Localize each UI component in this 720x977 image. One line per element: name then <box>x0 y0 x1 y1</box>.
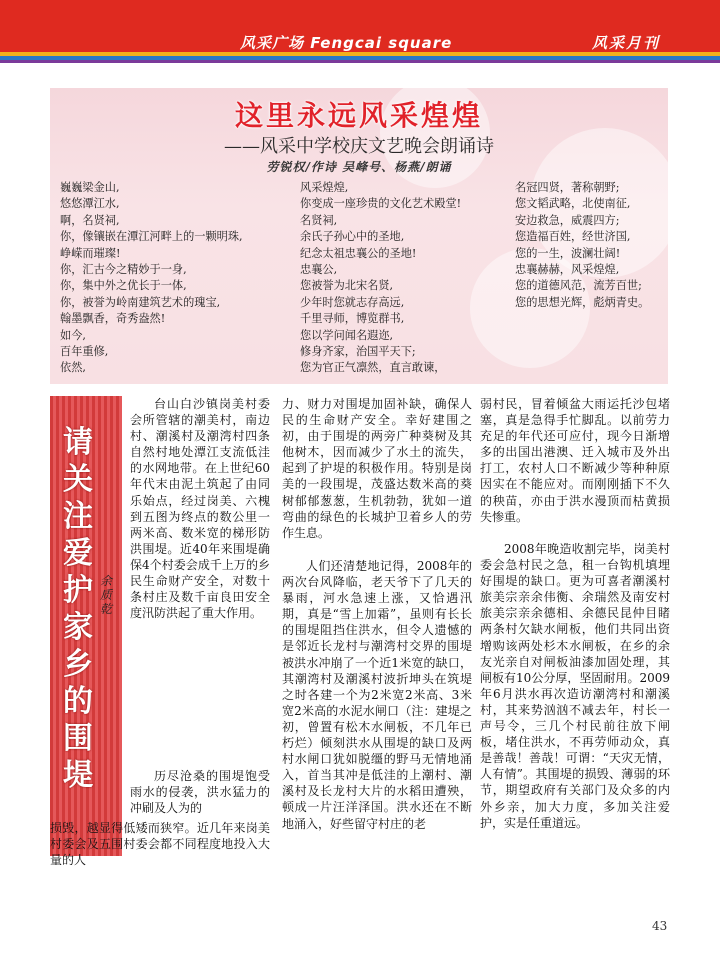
poem-line: 您造福百姓，经世济国, <box>515 230 631 244</box>
poem-line: 巍巍梁金山, <box>60 181 120 194</box>
poem-column-2 <box>300 180 461 377</box>
article-paragraph-2: 历尽沧桑的围堤饱受雨水的侵袭，洪水猛力的冲刷及人为的 <box>130 769 270 816</box>
poem-authors: 劳锐权/作诗 吴峰号、杨燕/朗诵 <box>266 160 452 174</box>
header-band <box>0 0 720 62</box>
article-paragraph-1: 台山白沙镇岗美村委会所管辖的潮美村，南边村、潮溪村及潮湾村四条自然村地处潭江支流低洼的水网地带。在上世纪60年代末由泥土筑起了由同乐始点，经过岗美、六槐到五图为终点的数公里一两米高、数米宽的梯形防洪围堤。近40年来围堤确保4个村委会成千上万的乡民生命财产安全，对数十条村庄及数千亩良田安全度汛防洪起了重大作用。 <box>130 397 270 621</box>
poem-line: 余氏子孙心中的圣地, <box>300 230 405 244</box>
poem-line: 您文韬武略，北使南征, <box>515 197 631 211</box>
poem-line: 您被誉为北宋名贤, <box>300 279 394 293</box>
section-label: 风采广场 Fengcai square <box>240 34 453 52</box>
article-col2-paragraph-1: 力、财力对围堤加固补缺，确保人民的生命财产安全。幸好建围之初，由于围堤的两旁广种葵树及其他树木，因而减少了水土的流失，起到了护堤的积极作用。特别是岗美的一段围堤，茂盛达数米高的葵树郁郁葱葱，生机勃勃，犹如一道弯曲的绿色的长城护卫着乡人的劳作生息。 <box>282 397 472 540</box>
poem-line: 千里寻师，博览群书, <box>300 312 405 326</box>
poem-line: 忠襄公, <box>300 263 338 277</box>
poem-line: 啊，名贤祠, <box>60 213 120 227</box>
poem-line: 少年时您就志存高远, <box>300 295 405 309</box>
poem-line: 您的一生，波澜壮阔! <box>515 246 621 260</box>
poem-subtitle: ——风采中学校庆文艺晚会朗诵诗 <box>224 136 494 157</box>
header-stripe-purple <box>0 60 720 63</box>
article-col3-paragraph-1: 弱村民，冒着倾盆大雨运托沙包堵塞，真是急得手忙脚乱。以前劳力充足的年代还可应付，现今日渐增多的出国出港澳、迁入城市及外出打工，农村人口不断减少等种种原因实在不能应对。而刚刚插下不久的秧苗，亦由于洪水漫顶而枯黄损失惨重。 <box>480 397 670 524</box>
poem-title: 这里永远风采煌煌 <box>234 99 483 132</box>
poem-column-1 <box>60 180 243 377</box>
poem-line: 百年重修, <box>60 345 109 359</box>
poem-line: 你，像镶嵌在潭江河畔上的一颗明珠, <box>60 230 243 244</box>
poem-line: 您为官正气凛然，直言敢谏， <box>300 361 446 375</box>
magazine-name: 风采月刊 <box>592 34 661 52</box>
poem-line: 您以学问闻名遐迩, <box>300 328 394 342</box>
article-col2-paragraph-2: 人们还清楚地记得，2008年的两次台风降临，老天爷下了几天的暴雨，河水急速上涨，又恰遇汛期，真是“雪上加霜”，虽则有长长的围堤阻挡住洪水，但令人遗憾的是邻近长龙村与潮湾村交界的围堤被洪水冲崩了一个近1米宽的缺口，其潮湾村及潮溪村波折坤头在筑堤之时各建一个为2米宽2米高、3米宽2米高的水泥水闸口（注：建堤之初，曾置有松木水闸板，不几年已朽烂）倾刻洪水从围堤的缺口及两村水闸口犹如脱缰的野马无情地涌入，首当其冲是低洼的上潮村、潮溪村及长龙村大片的水稻田遭殃，顿成一片汪洋泽国。洪水还在不断地涌入，好些留守村庄的老 <box>282 559 472 831</box>
article-author: 余质乾 <box>99 574 112 616</box>
poem-column-3 <box>515 180 649 311</box>
poem-line: 忠襄赫赫，风采煌煌, <box>515 263 620 277</box>
article-col3-paragraph-2: 2008年晚造收割完毕，岗美村委会急村民之急，租一台钩机填埋好围堤的缺口。更为可喜者潮溪村旅美宗亲余伟衡、余瑞然及南安村旅美宗亲余德相、余德民昆仲目睹两条村欠缺水闸板，他们共同出资增购该两处杉木水闸板，在乡的余友光亲自对闸板油漆加固处理，其闸板有10公分厚，坚固耐用。2009年6月洪水再次造访潮湾村和潮溪村，其来势汹汹不减去年，村长一声号令，三几个村民前往放下闸板，堵住洪水，不再劳师动众，真是善哉！善哉！可谓：“天灾无情，人有情”。其围堤的损毁、薄弱的环节，期望政府有关部门及众多的内外乡亲，加大力度，多加关注爱护，实是任重道远。 <box>480 542 670 830</box>
poem-line: 您的道德风范，流芳百世; <box>515 279 642 293</box>
poem-line: 翰墨飘香，奇秀盎然! <box>60 312 166 326</box>
poem-box <box>50 88 668 384</box>
poem-line: 悠悠潭江水, <box>60 197 120 211</box>
poem-line: 风采煌煌, <box>300 181 349 194</box>
page-number: 43 <box>652 919 668 933</box>
poem-line: 峥嵘而璀璨! <box>60 246 121 260</box>
poem-line: 你，被誉为岭南建筑艺术的瑰宝, <box>60 295 221 309</box>
poem-line: 你变成一座珍贵的文化艺术殿堂! <box>300 197 462 211</box>
article-title: 请关注爱护家乡的围堤 <box>63 425 93 793</box>
poem-line: 修身齐家，治国平天下; <box>300 345 416 359</box>
poem-line: 名贤祠, <box>300 213 338 227</box>
poem-line: 依然, <box>60 361 86 375</box>
poem-line: 名冠四贤，著称朝野; <box>515 181 620 194</box>
poem-line: 如今, <box>60 328 86 342</box>
poem-line: 你，汇古今之精妙于一身, <box>60 263 187 277</box>
poem-line: 纪念太祖忠襄公的圣地! <box>300 246 417 260</box>
poem-line: 安边救急，威震四方; <box>515 213 620 227</box>
poem-line: 你，集中外之优长于一体, <box>60 279 187 293</box>
article-title-banner <box>50 396 122 856</box>
article-paragraph-2-cont: 损毁，越显得低矮而狭窄。近几年来岗美村委会及五围村委会都不同程度地投入大量的人 <box>50 821 270 868</box>
poem-line: 您的思想光辉，彪炳青史。 <box>515 295 650 309</box>
